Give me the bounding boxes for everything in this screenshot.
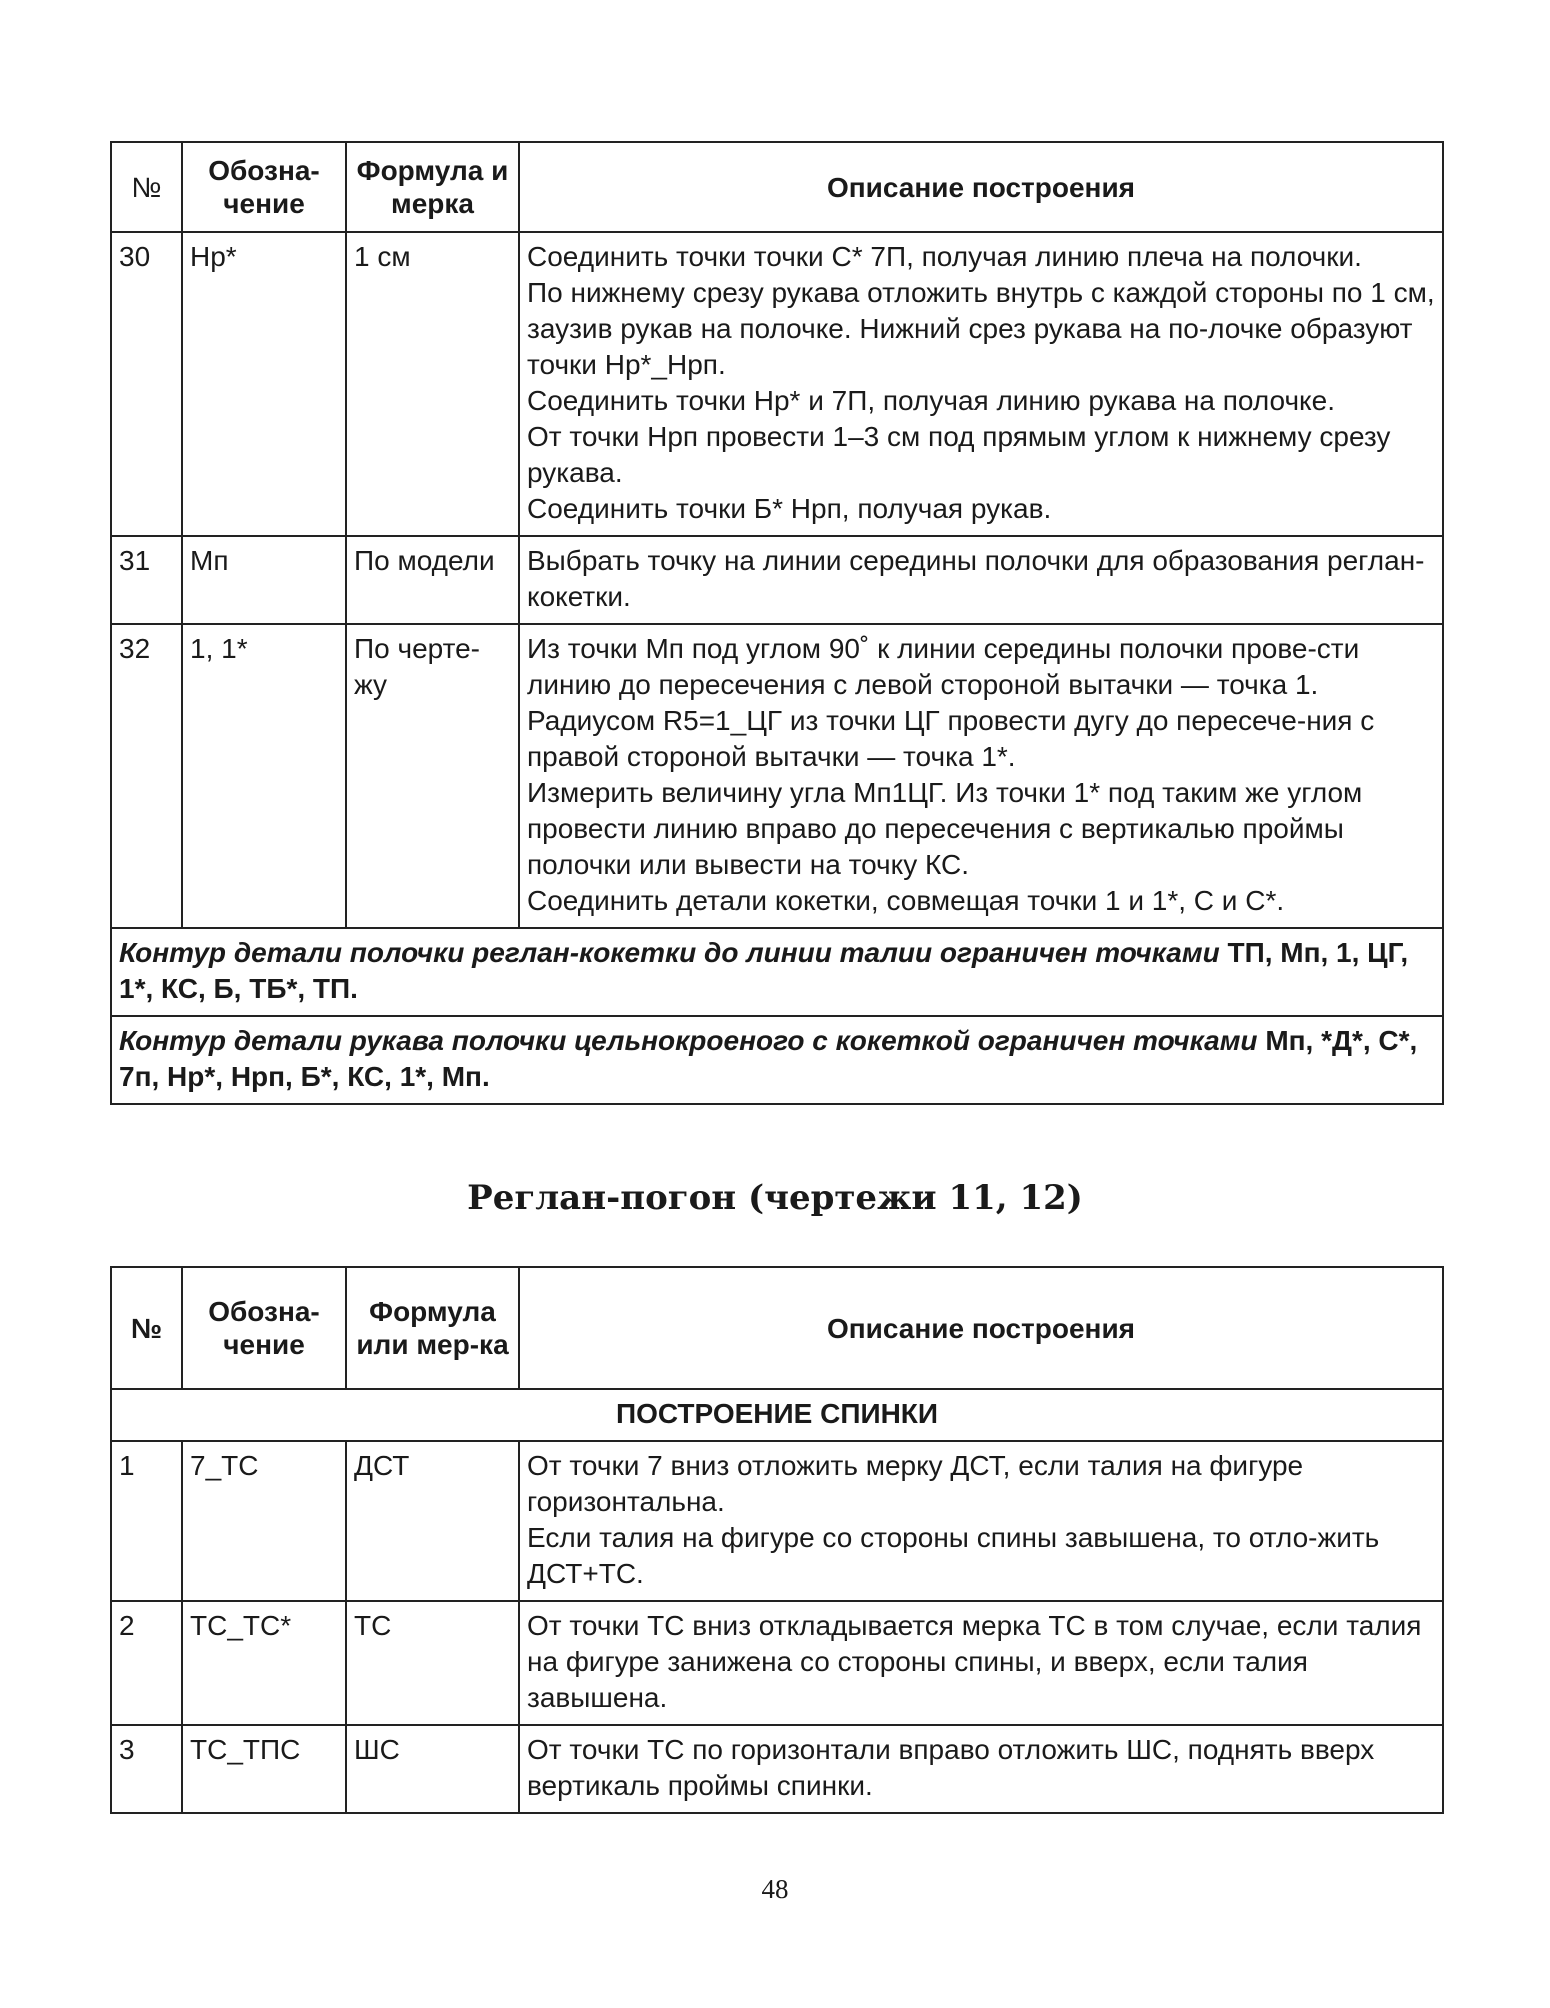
row-formula: ШС [346,1725,519,1813]
section-title: ПОСТРОЕНИЕ СПИНКИ [111,1389,1443,1441]
header-number: № [111,1267,182,1389]
table-header-row [111,1267,1443,1389]
row-number: 1 [111,1441,182,1601]
row-formula: По черте-жу [346,624,519,928]
summary-text: Контур детали полочки реглан-кокетки до линии талии ограничен точками [119,937,1220,968]
contour-summary [111,928,1443,1016]
summary-row [111,928,1443,1016]
description-paragraph: Соединить точки точки С* 7П, получая линию плеча на полочки. [527,241,1362,272]
row-number: 32 [111,624,182,928]
description-paragraph: От точки 7 вниз отложить мерку ДСТ, если талия на фигуре горизонтальна. [527,1450,1304,1517]
row-description [519,1725,1443,1813]
section-heading: Реглан-погон (чертежи 11, 12) [467,1178,1083,1218]
section-row [111,1389,1443,1441]
row-formula: По модели [346,536,519,624]
row-description [519,624,1443,928]
summary-row [111,1016,1443,1104]
description-paragraph: Соединить точки Нр* и 7П, получая линию рукава на полочке. [527,385,1335,416]
description-paragraph: От точки ТС вниз откладывается мерка ТС в том случае, если талия на фигуре занижена со стороны спины, и вверх, если талия завышена. [527,1610,1422,1713]
row-number: 2 [111,1601,182,1725]
description-paragraph: По нижнему срезу рукава отложить внутрь с каждой стороны по 1 см, заузив рукав на полочке. Нижний срез рукава на по-лочке образуют точки Нр*_Нрп. [527,277,1435,380]
description-paragraph: Измерить величину угла Мп1ЦГ. Из точки 1* под таким же углом провести линию вправо до пересечения с вертикалью проймы полочки или вывести на точку КС. [527,777,1363,880]
table-row [111,1725,1443,1813]
header-number: № [111,142,182,232]
header-description: Описание построения [519,1267,1443,1389]
table-row [111,536,1443,624]
row-description [519,1441,1443,1601]
row-formula: ДСТ [346,1441,519,1601]
description-paragraph: Если талия на фигуре со стороны спины завышена, то отло-жить ДСТ+ТС. [527,1522,1380,1589]
description-paragraph: От точки Нрп провести 1–3 см под прямым углом к нижнему срезу рукава. [527,421,1391,488]
row-designation: ТС_ТС* [182,1601,346,1725]
table-header-row [111,142,1443,232]
row-designation: 7_ТС [182,1441,346,1601]
construction-table-2 [110,1266,1444,1814]
row-description [519,1601,1443,1725]
header-designation: Обозна-чение [182,1267,346,1389]
table-row [111,1441,1443,1601]
table-row [111,624,1443,928]
row-formula: ТС [346,1601,519,1725]
description-paragraph: Из точки Мп под углом 90˚ к линии середины полочки прове-сти линию до пересечения с левой стороной вытачки — точка 1. Радиусом R5=1_ЦГ из точки ЦГ провести дугу до пересече-ния с правой стороной вытачки — точка 1*. [527,633,1375,772]
header-description: Описание построения [519,142,1443,232]
row-description [519,536,1443,624]
summary-text: Контур детали рукава полочки цельнокроеного с кокеткой ограничен точками [119,1025,1258,1056]
description-paragraph: Выбрать точку на линии середины полочки для образования реглан-кокетки. [527,545,1425,612]
summary-points: Мп, *Д*, С*, 7п, Нр*, Нрп, Б*, КС, 1*, Мп. [119,1025,1418,1092]
row-number: 3 [111,1725,182,1813]
contour-summary [111,1016,1443,1104]
table-row [111,232,1443,536]
row-designation: Мп [182,536,346,624]
row-number: 30 [111,232,182,536]
summary-points: ТП, Мп, 1, ЦГ, 1*, КС, Б, ТБ*, ТП. [119,937,1409,1004]
construction-table-1 [110,141,1444,1105]
header-formula: Формула и мерка [346,142,519,232]
row-designation: Нр* [182,232,346,536]
description-paragraph: Соединить точки Б* Нрп, получая рукав. [527,493,1052,524]
row-description [519,232,1443,536]
row-number: 31 [111,536,182,624]
description-paragraph: Соединить детали кокетки, совмещая точки 1 и 1*, С и С*. [527,885,1285,916]
row-designation: 1, 1* [182,624,346,928]
description-paragraph: От точки ТС по горизонтали вправо отложить ШС, поднять вверх вертикаль проймы спинки. [527,1734,1375,1801]
row-formula: 1 см [346,232,519,536]
row-designation: ТС_ТПС [182,1725,346,1813]
table-row [111,1601,1443,1725]
header-designation: Обозна-чение [182,142,346,232]
page-number: 48 [761,1874,789,1904]
header-formula: Формула или мер-ка [346,1267,519,1389]
